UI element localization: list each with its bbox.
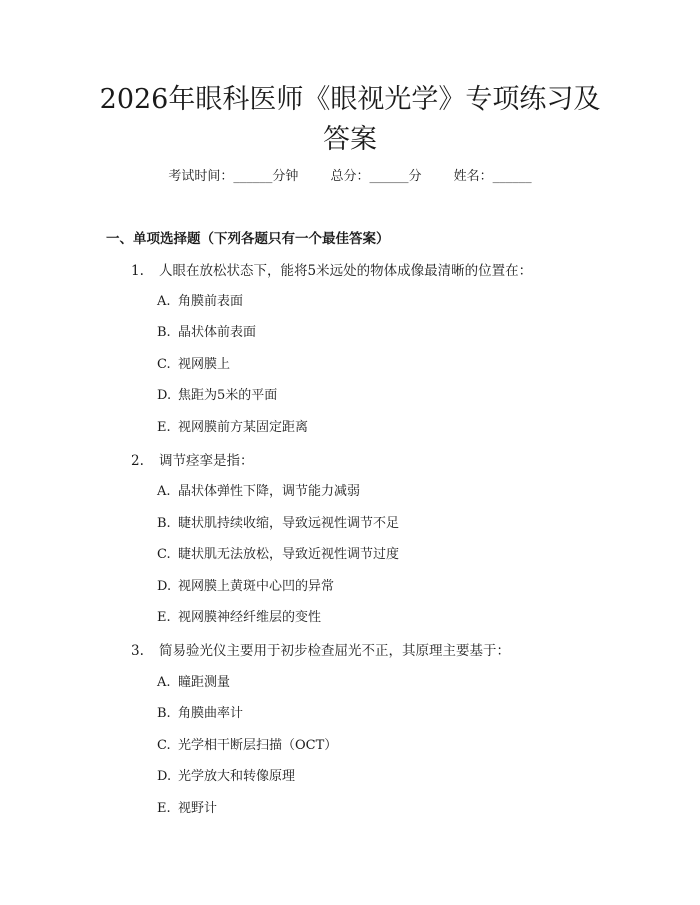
section-heading: 一、单项选择题（下列各题只有一个最佳答案） — [106, 231, 390, 247]
question-2-option-c — [157, 545, 399, 565]
question-text: 调节痉挛是指： — [159, 453, 254, 469]
total-score-field: 总分：______分 — [330, 169, 422, 184]
question-2-option-b — [157, 514, 399, 534]
option-letter: B. — [157, 706, 171, 721]
exam-time-field: 考试时间：______分钟 — [168, 169, 299, 184]
question-3-option-a — [157, 673, 230, 693]
question-number: 1. — [131, 263, 144, 279]
question-3-option-b — [157, 704, 243, 724]
question-3-option-c — [157, 736, 337, 756]
question-1-option-e — [157, 418, 308, 438]
option-letter: B. — [157, 325, 171, 340]
question-1-option-d — [157, 386, 277, 406]
document-title: 2026年眼科医师《眼视光学》专项练习及答案 — [99, 84, 601, 155]
question-1-option-c — [157, 355, 230, 375]
option-letter: D. — [157, 769, 172, 784]
option-letter: E. — [157, 801, 171, 816]
question-1-option-b — [157, 323, 256, 343]
option-text: 视网膜上黄斑中心凹的异常 — [178, 579, 335, 594]
option-text: 睫状肌无法放松，导致近视性调节过度 — [178, 547, 400, 562]
option-letter: D. — [157, 579, 172, 594]
question-2 — [131, 451, 254, 471]
question-1 — [131, 261, 532, 281]
option-text: 晶状体弹性下降，调节能力减弱 — [178, 484, 361, 499]
option-text: 晶状体前表面 — [178, 325, 257, 340]
option-text: 睫状肌持续收缩，导致远视性调节不足 — [178, 516, 400, 531]
option-text: 视网膜前方某固定距离 — [178, 420, 309, 435]
option-letter: E. — [157, 420, 171, 435]
option-text: 角膜曲率计 — [178, 706, 244, 721]
option-text: 光学相干断层扫描（OCT） — [178, 738, 338, 753]
question-text: 人眼在放松状态下，能将5米远处的物体成像最清晰的位置在： — [159, 263, 533, 279]
option-letter: A. — [157, 294, 171, 309]
option-letter: A. — [157, 675, 171, 690]
option-text: 焦距为5米的平面 — [178, 388, 278, 403]
option-letter: C. — [157, 357, 171, 372]
option-text: 瞳距测量 — [178, 675, 231, 690]
option-letter: C. — [157, 738, 171, 753]
question-3 — [131, 641, 510, 661]
option-text: 角膜前表面 — [178, 294, 244, 309]
question-3-option-d — [157, 767, 295, 787]
question-2-option-d — [157, 577, 334, 597]
question-1-option-a — [157, 292, 243, 312]
option-letter: B. — [157, 516, 171, 531]
option-text: 视野计 — [178, 801, 218, 816]
question-2-option-e — [157, 608, 321, 628]
question-text: 简易验光仪主要用于初步检查屈光不正，其原理主要基于： — [159, 643, 510, 659]
option-letter: C. — [157, 547, 171, 562]
name-field: 姓名：______ — [453, 169, 532, 184]
question-number: 3. — [131, 643, 144, 659]
question-2-option-a — [157, 482, 360, 502]
option-text: 光学放大和转像原理 — [178, 769, 296, 784]
question-number: 2. — [131, 453, 144, 469]
exam-info — [0, 167, 700, 187]
option-text: 视网膜神经纤维层的变性 — [178, 610, 322, 625]
question-3-option-e — [157, 799, 217, 819]
option-letter: D. — [157, 388, 172, 403]
option-text: 视网膜上 — [178, 357, 231, 372]
option-letter: A. — [157, 484, 171, 499]
option-letter: E. — [157, 610, 171, 625]
